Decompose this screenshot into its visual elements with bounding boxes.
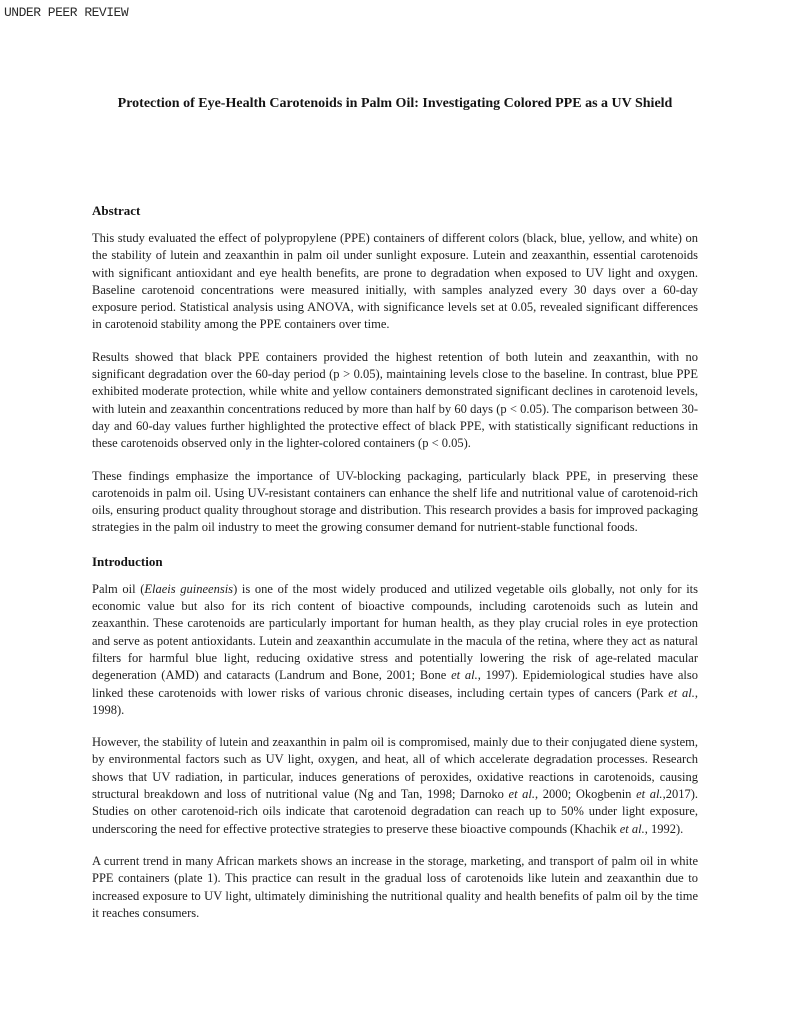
abstract-paragraph-1: This study evaluated the effect of polypropylene (PPE) containers of different colors (black, blue, yellow, and white) on the stability of lutein and zeaxanthin in palm oil under sunlight exposure. Lutein and zeaxanthin, essential carotenoids with significant antioxidant and eye health benefits, are prone to degradation when exposed to UV light and oxygen. Baseline carotenoid concentrations were measured initially, with samples analyzed every 30 days over a 60-day exposure period. Statistical analysis using ANOVA, with significance levels set at 0.05, revealed significant differences in carotenoid stability among the PPE containers over time.	[92, 231, 698, 332]
introduction-heading: Introduction	[92, 553, 163, 569]
paper-title: Protection of Eye-Health Carotenoids in Palm Oil: Investigating Colored PPE as a UV Shield	[117, 96, 673, 111]
introduction-paragraph-2: However, the stability of lutein and zeaxanthin in palm oil is compromised, mainly due to their conjugated diene system, by environmental factors such as UV light, oxygen, and heat, all of which accelerate degradation processes. Research shows that UV radiation, in particular, induces generations of peroxides, oxidative reactions in carotenoids, causing structural breakdown and loss of nutritional value (Ng and Tan, 1998; Darnoko et al., 2000; Okogbenin et al.,2017). Studies on other carotenoid-rich oils indicate that carotenoid degradation can reach up to 50% under light exposure, underscoring the need for effective protective strategies to preserve these bioactive compounds (Khachik et al., 1992).	[92, 735, 698, 836]
introduction-paragraph-3: A current trend in many African markets shows an increase in the storage, marketing, and transport of palm oil in white PPE containers (plate 1). This practice can result in the gradual loss of carotenoids like lutein and zeaxanthin due to increased exposure to UV light, ultimately diminishing the nutritional quality and health benefits of palm oil by the time it reaches consumers.	[92, 853, 698, 920]
peer-review-watermark: UNDER PEER REVIEW	[4, 5, 129, 20]
abstract-paragraph-2: Results showed that black PPE containers provided the highest retention of both lutein and zeaxanthin, with no significant degradation over the 60-day period (p > 0.05), maintaining levels close to the baseline. In contrast, blue PPE exhibited moderate protection, while white and yellow containers demonstrated significant declines in carotenoid levels, with lutein and zeaxanthin concentrations reduced by more than half by 60 days (p < 0.05). The comparison between 30-day and 60-day values further highlighted the protective effect of black PPE, with statistically significant reductions in these carotenoids observed only in the lighter-colored containers (p < 0.05).	[92, 349, 698, 451]
introduction-section	[92, 553, 698, 922]
introduction-paragraph-1: Palm oil (Elaeis guineensis) is one of the most widely produced and utilized vegetable oils globally, not only for its economic value but also for its rich content of bioactive compounds, including carotenoids such as lutein and zeaxanthin. These carotenoids are particularly important for human health, as they play crucial roles in eye protection and serve as potent antioxidants. Lutein and zeaxanthin accumulate in the macula of the retina, where they act as natural filters for harmful blue light, reducing oxidative stress and potentially lowering the risk of age-related macular degeneration (AMD) and cataracts (Landrum and Bone, 2001; Bone et al., 1997). Epidemiological studies have also linked these carotenoids with lower risks of various chronic diseases, including certain types of cancers (Park et al., 1998).	[92, 581, 699, 717]
abstract-section	[92, 202, 698, 537]
abstract-heading: Abstract	[92, 203, 141, 218]
page-content	[92, 0, 698, 922]
abstract-paragraph-3: These findings emphasize the importance of UV-blocking packaging, particularly black PPE, in preserving these carotenoids in palm oil. Using UV-resistant containers can enhance the shelf life and nutritional value of carotenoid-rich oils, ensuring product quality throughout storage and distribution. This research provides a basis for improved packaging strategies in the palm oil industry to meet the growing consumer demand for nutrient-stable functional foods.	[92, 468, 698, 535]
